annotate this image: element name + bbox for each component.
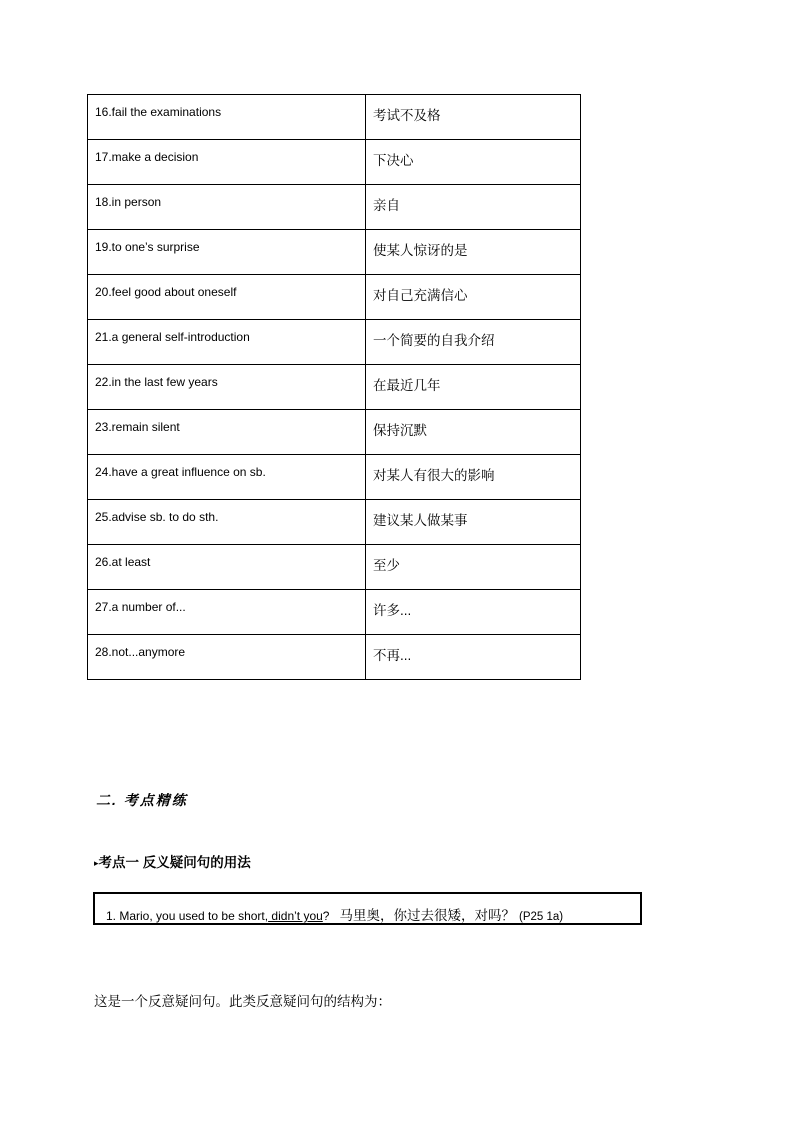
phrase-chinese-cell: 对某人有很大的影响: [366, 455, 581, 500]
phrase-chinese-cell: 许多...: [366, 590, 581, 635]
phrase-chinese-cell: 亲自: [366, 185, 581, 230]
example-tag-question: didn’t you: [268, 909, 323, 923]
kaodian-heading: [94, 851, 251, 871]
table-row: [88, 140, 581, 185]
phrase-chinese-cell: 在最近几年: [366, 365, 581, 410]
triangle-bullet-icon: ▸: [94, 858, 99, 868]
phrase-english-cell: 18.in person: [88, 185, 366, 230]
phrase-chinese-cell: 下决心: [366, 140, 581, 185]
phrase-english-cell: 23.remain silent: [88, 410, 366, 455]
vocabulary-table: [87, 94, 581, 680]
phrase-english-cell: 17.make a decision: [88, 140, 366, 185]
phrase-chinese-cell: 保持沉默: [366, 410, 581, 455]
phrase-english-cell: 27.a number of...: [88, 590, 366, 635]
table-row: [88, 95, 581, 140]
phrase-english-cell: 26.at least: [88, 545, 366, 590]
table-row: [88, 185, 581, 230]
table-row: [88, 320, 581, 365]
phrase-chinese-cell: 对自己充满信心: [366, 275, 581, 320]
vocabulary-table-body: [88, 95, 581, 680]
phrase-chinese-cell: 一个简要的自我介绍: [366, 320, 581, 365]
phrase-english-cell: 24.have a great influence on sb.: [88, 455, 366, 500]
kaodian-heading-text: 考点一 反义疑问句的用法: [98, 855, 251, 870]
example-translation: 马里奥，你过去很矮，对吗？: [339, 908, 515, 923]
phrase-english-cell: 16.fail the examinations: [88, 95, 366, 140]
section-title: 二. 考点精练: [96, 792, 188, 808]
phrase-english-cell: 21.a general self-introduction: [88, 320, 366, 365]
table-row: [88, 275, 581, 320]
table-row: [88, 500, 581, 545]
example-sentence-box: [93, 892, 642, 925]
phrase-english-cell: 20.feel good about oneself: [88, 275, 366, 320]
phrase-chinese-cell: 不再...: [366, 635, 581, 680]
phrase-chinese-cell: 使某人惊讶的是: [366, 230, 581, 275]
phrase-english-cell: 28.not...anymore: [88, 635, 366, 680]
phrase-english-cell: 19.to one’s surprise: [88, 230, 366, 275]
phrase-english-cell: 25.advise sb. to do sth.: [88, 500, 366, 545]
phrase-english-cell: 22.in the last few years: [88, 365, 366, 410]
phrase-chinese-cell: 至少: [366, 545, 581, 590]
table-row: [88, 365, 581, 410]
table-row: [88, 590, 581, 635]
example-page-reference: (P25 1a): [518, 911, 564, 923]
table-row: [88, 410, 581, 455]
table-row: [88, 230, 581, 275]
phrase-chinese-cell: 建议某人做某事: [366, 500, 581, 545]
example-sentence-end: ?: [322, 909, 330, 923]
table-row: [88, 635, 581, 680]
table-row: [88, 545, 581, 590]
example-sentence-start: 1. Mario, you used to be short,: [106, 909, 269, 923]
table-row: [88, 455, 581, 500]
structure-description: 这是一个反意疑问句。此类反意疑问句的结构为：: [94, 994, 391, 1009]
phrase-chinese-cell: 考试不及格: [366, 95, 581, 140]
